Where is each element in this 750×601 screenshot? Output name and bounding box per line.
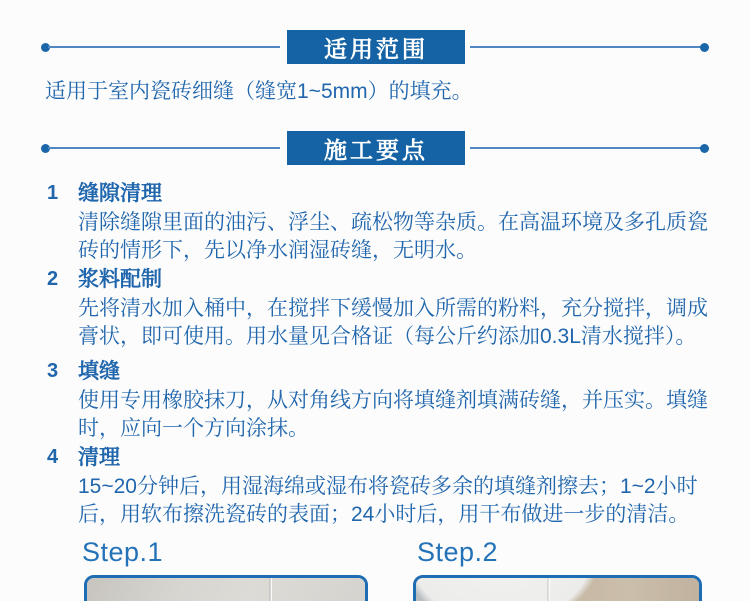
step1-label: Step.1 bbox=[82, 537, 164, 567]
line-end-dot-icon bbox=[700, 43, 709, 52]
item-number: 4 bbox=[47, 446, 59, 468]
divider-line bbox=[48, 147, 280, 149]
item-body: 使用专用橡胶抹刀，从对角线方向将填缝剂填满砖缝，并压实。填缝时，应向一个方向涂抹。 bbox=[78, 389, 708, 440]
divider-line bbox=[48, 46, 280, 48]
tile-image bbox=[87, 578, 365, 601]
divider-line bbox=[470, 147, 702, 149]
section-title-points: 施工要点 bbox=[287, 131, 465, 165]
item-number: 2 bbox=[47, 268, 59, 290]
section-header-scope bbox=[0, 30, 750, 64]
line-end-dot-icon bbox=[700, 144, 709, 153]
item-number: 3 bbox=[47, 360, 59, 382]
list-item-grouting bbox=[47, 359, 709, 442]
step1-photo bbox=[84, 575, 368, 601]
divider-line bbox=[470, 46, 702, 48]
item-heading: 填缝 bbox=[78, 360, 120, 383]
section-header-points bbox=[0, 131, 750, 165]
list-item-cleaning bbox=[47, 445, 709, 528]
section-title-scope: 适用范围 bbox=[287, 30, 465, 64]
item-number: 1 bbox=[47, 182, 59, 204]
item-heading: 缝隙清理 bbox=[78, 182, 162, 205]
item-body: 先将清水加入桶中，在搅拌下缓慢加入所需的粉料，充分搅拌，调成膏状，即可使用。用水量见合格证（每公斤约添加0.3L清水搅拌）。 bbox=[78, 297, 708, 348]
item-body: 清除缝隙里面的油污、浮尘、疏松物等杂质。在高温环境及多孔质瓷砖的情形下，先以净水润湿砖缝，无明水。 bbox=[78, 211, 708, 262]
list-item-gap-cleaning bbox=[47, 181, 709, 264]
item-heading: 浆料配制 bbox=[78, 268, 162, 291]
item-body: 15~20分钟后，用湿海绵或湿布将瓷砖多余的填缝剂擦去；1~2小时后，用软布擦洗瓷砖的表面；24小时后，用干布做进一步的清洁。 bbox=[78, 475, 698, 526]
step2-photo bbox=[413, 575, 702, 601]
item-heading: 清理 bbox=[78, 446, 120, 469]
trowel-tile-image bbox=[416, 578, 699, 601]
scope-description: 适用于室内瓷砖细缝（缝宽1~5mm）的填充。 bbox=[45, 80, 473, 103]
step2-label: Step.2 bbox=[417, 537, 499, 567]
list-item-slurry-preparation bbox=[47, 267, 709, 350]
